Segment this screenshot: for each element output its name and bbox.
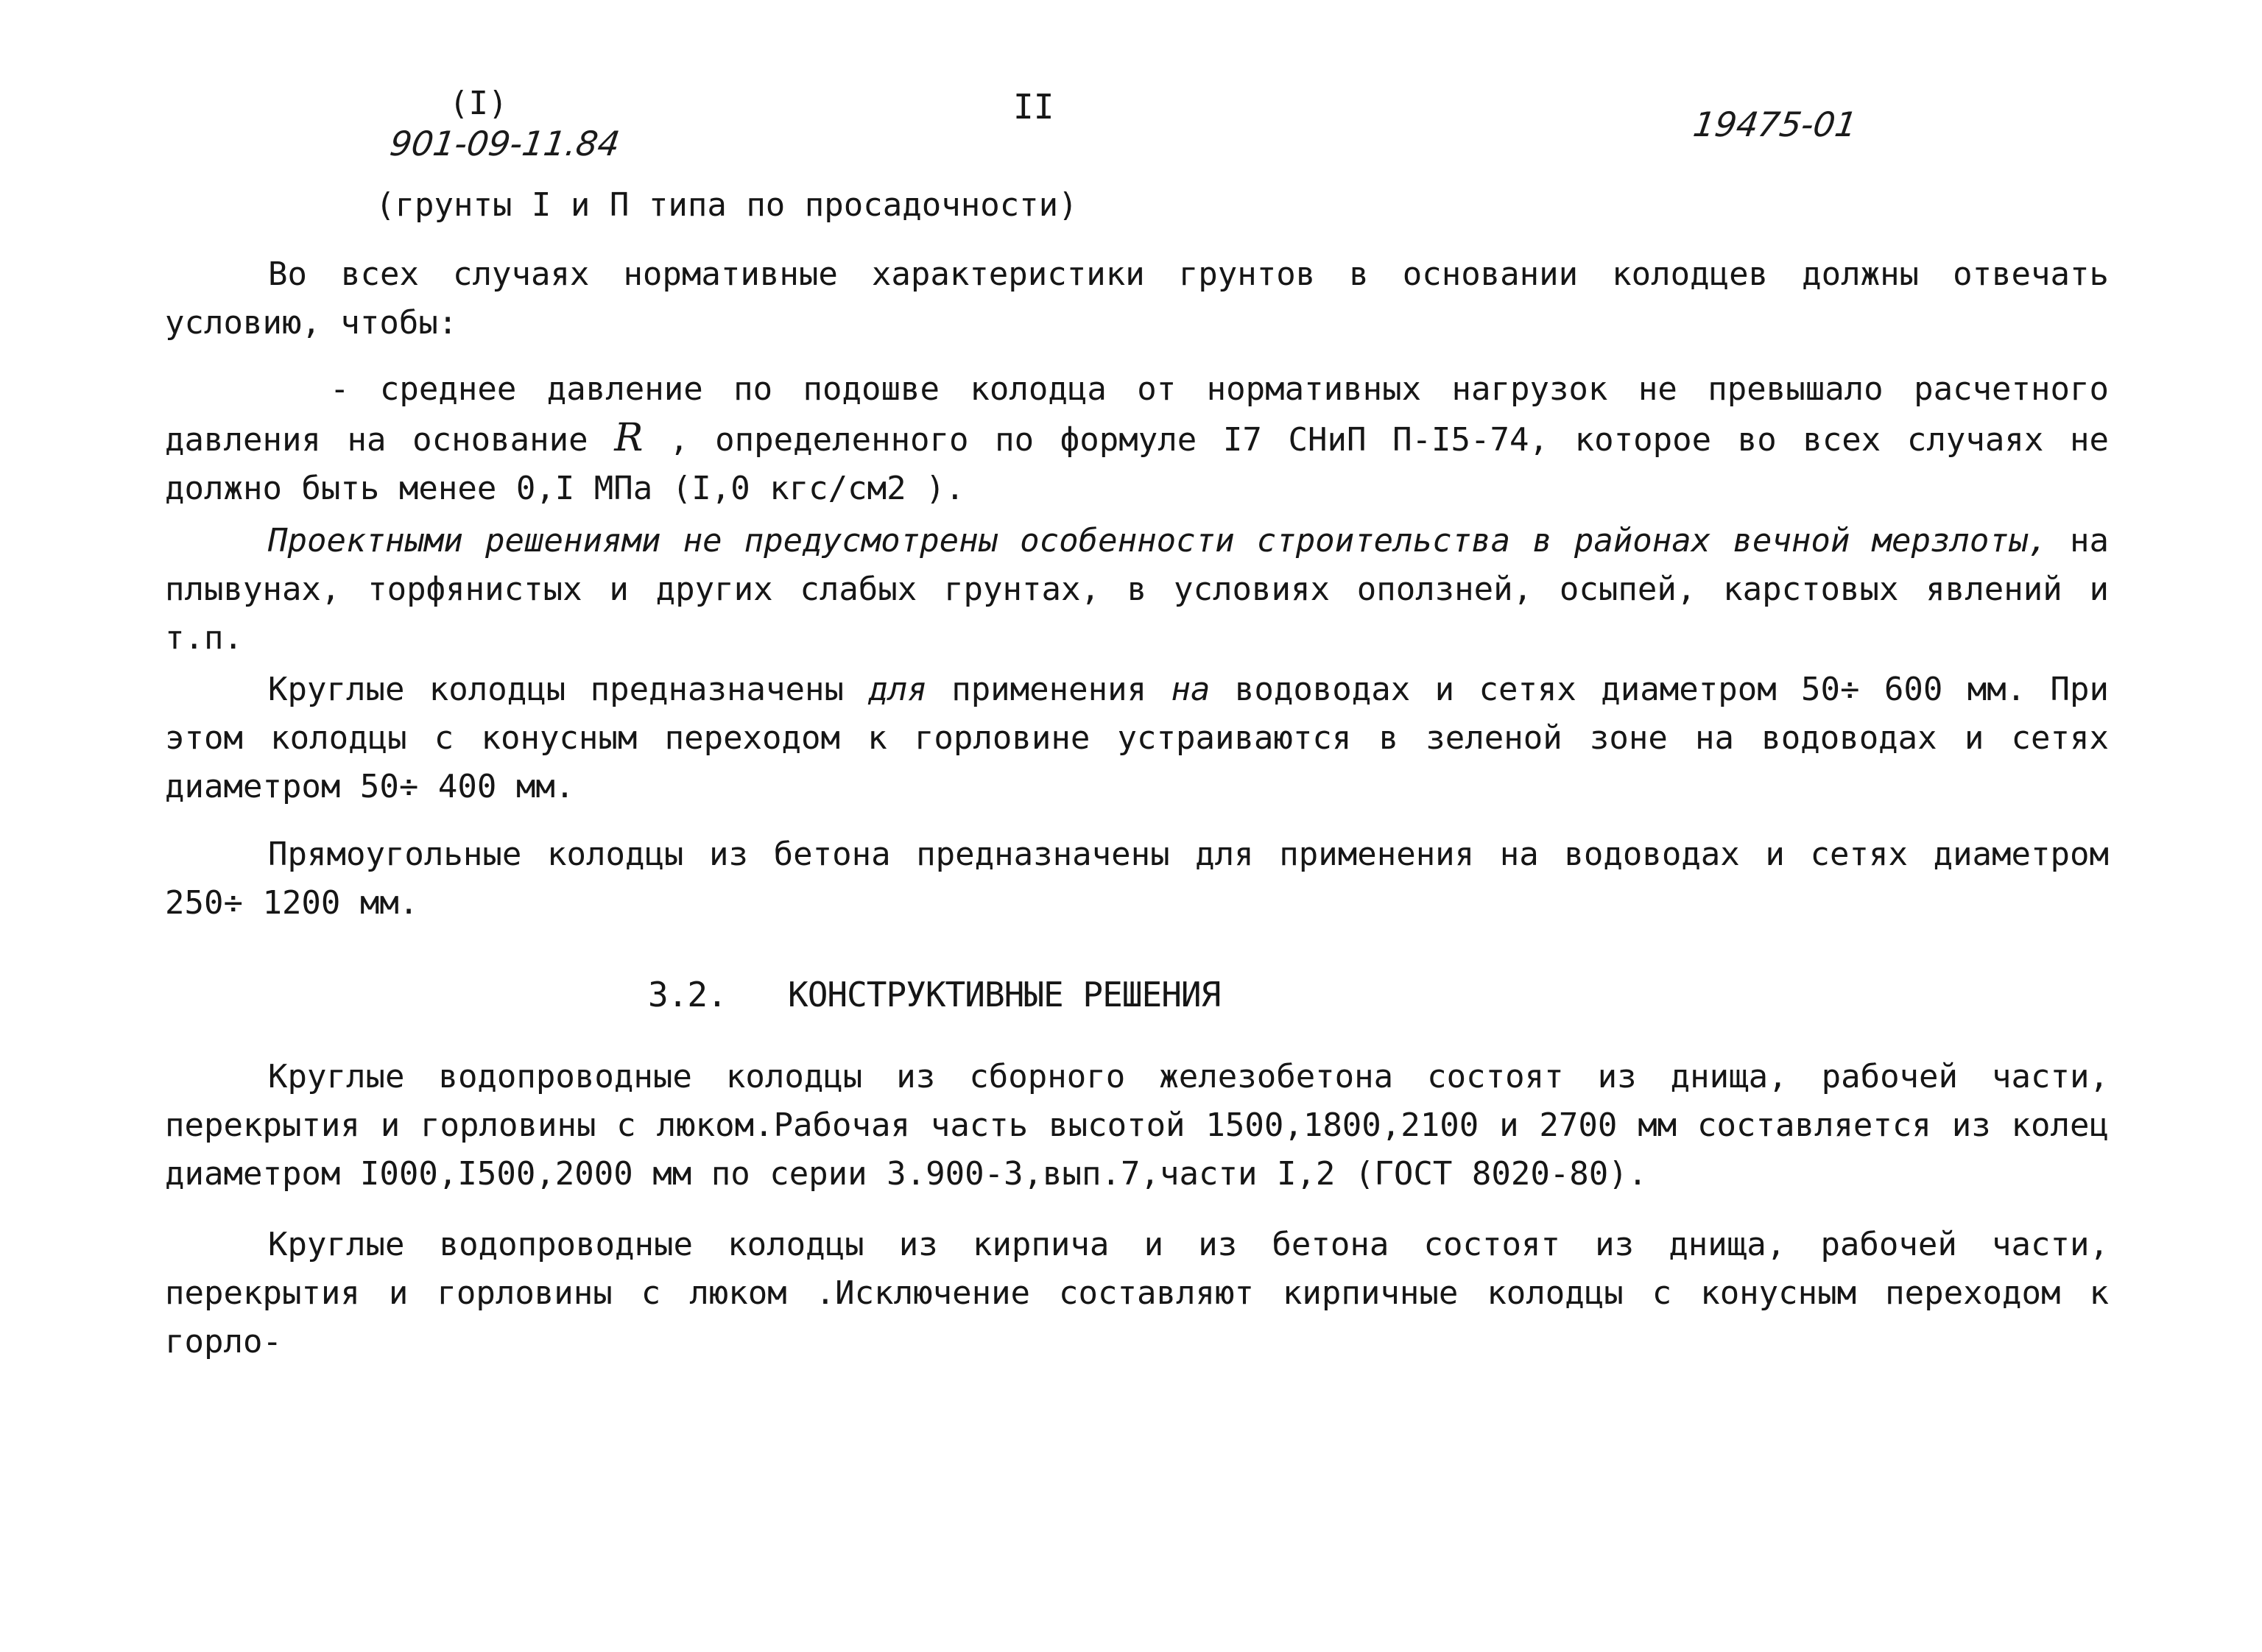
italic-note: Проектными решениями не предусмотрены особенности строительства в районах вечной мерзлоты, [268,522,2048,560]
paragraph-1: Во всех случаях нормативные характеристики грунтов в основании колодцев должны отвечать условию, чтобы: [165,255,2109,342]
subtitle: (грунты I и П типа по просадочности) [376,186,1078,224]
handwritten-series-number: 901-09-11.84 [387,124,623,163]
design-pressure-symbol: R [614,416,644,460]
paragraph-7: Круглые водопроводные колодцы из кирпича и из бетона состоят из днища, рабочей части, перекрытия и горловины с люком .Исключение составляют кирпичные колодцы с конусным переходом к горло- [165,1226,2109,1360]
section-title: КОНСТРУКТИВНЫЕ РЕШЕНИЯ [788,975,1221,1014]
handwritten-document-code: 19475-01 [1691,105,1860,144]
paragraph-6: Круглые водопроводные колодцы из сборного железобетона состоят из днища, рабочей части, перекрытия и горловины с люком.Рабочая часть высотой 1500,1800,2100 и 2700 мм составляется из колец диаметром I000,I500,2000 мм по серии 3.900-3,вып.7,части I,2 (ГОСТ 8020-80). [165,1058,2109,1193]
paragraph-5: Прямоугольные колодцы из бетона предназначены для применения на водоводах и сетях диаметром 250÷ 1200 мм. [165,836,2109,922]
paragraph-4: Круглые колодцы предназначены для применения на водоводах и сетях диаметром 50÷ 600 мм. При этом колодцы с конусным переходом к горловине устраиваются в зеленой зоне на водоводах и сетях диаметром 50÷ 400 мм. [165,671,2110,805]
paragraph-2: - среднее давление по подошве колодца от нормативных нагрузок не превышало расчетного давления на основание R , определенного по формуле I7 СНиП П-I5-74, которое во всех случаях не должно быть менее 0,I МПа (I,0 кгс/см2 ). [165,370,2109,507]
section-number: 3.2. [648,975,727,1014]
roman-marker: (I) [449,85,508,122]
page-number: II [1013,87,1054,127]
paragraph-3: Проектными решениями не предусмотрены особенности строительства в районах вечной мерзлоты, на плывунах, торфянистых и других слабых грунтах, в условиях оползней, осыпей, карстовых явлений и т.п. [165,522,2109,657]
